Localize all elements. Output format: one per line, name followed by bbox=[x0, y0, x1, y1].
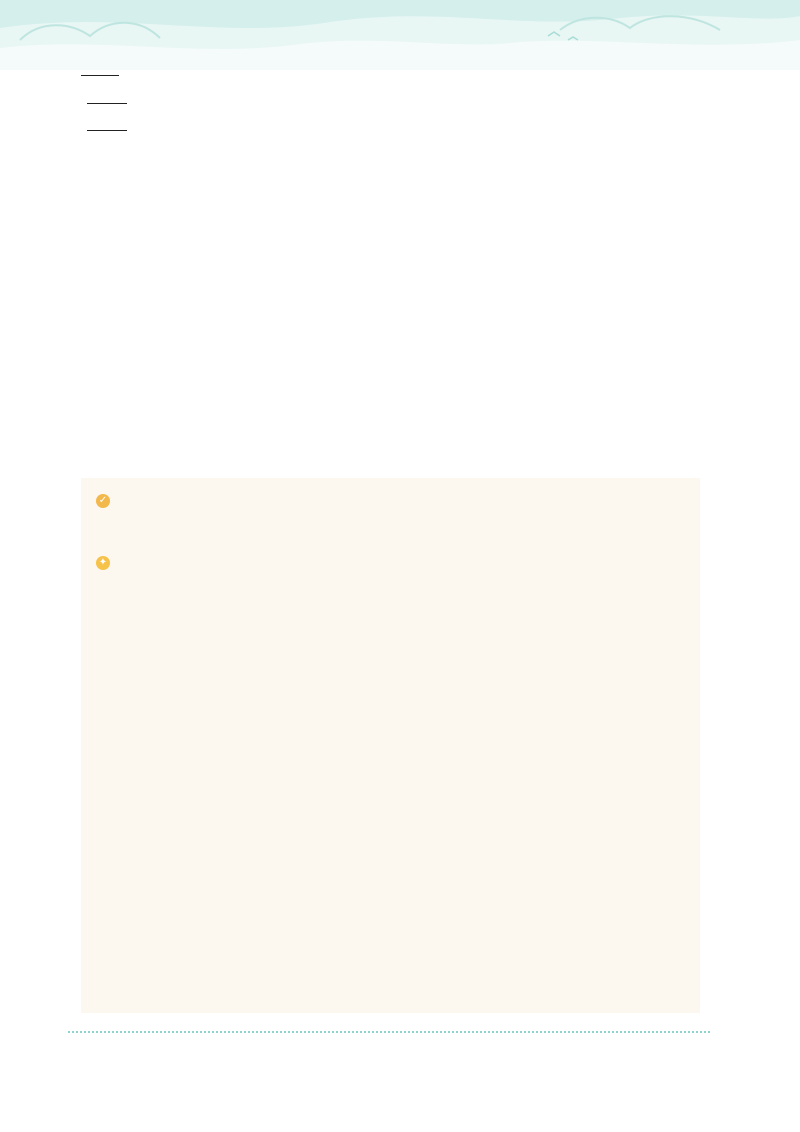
dotted-divider bbox=[68, 1031, 710, 1033]
passage-line-2 bbox=[81, 86, 691, 114]
check-icon: ✓ bbox=[96, 494, 110, 508]
question-passage bbox=[81, 58, 691, 145]
passage-para2-line-2 bbox=[81, 113, 691, 141]
blank-9 bbox=[87, 103, 127, 104]
answer-header bbox=[96, 489, 114, 508]
lightbulb-icon: ✦ bbox=[96, 556, 110, 570]
passage-line-1 bbox=[81, 58, 691, 86]
answer-panel bbox=[81, 478, 700, 1013]
analysis-header bbox=[96, 551, 114, 570]
blank-10 bbox=[87, 130, 127, 131]
blank-8 bbox=[81, 75, 119, 76]
